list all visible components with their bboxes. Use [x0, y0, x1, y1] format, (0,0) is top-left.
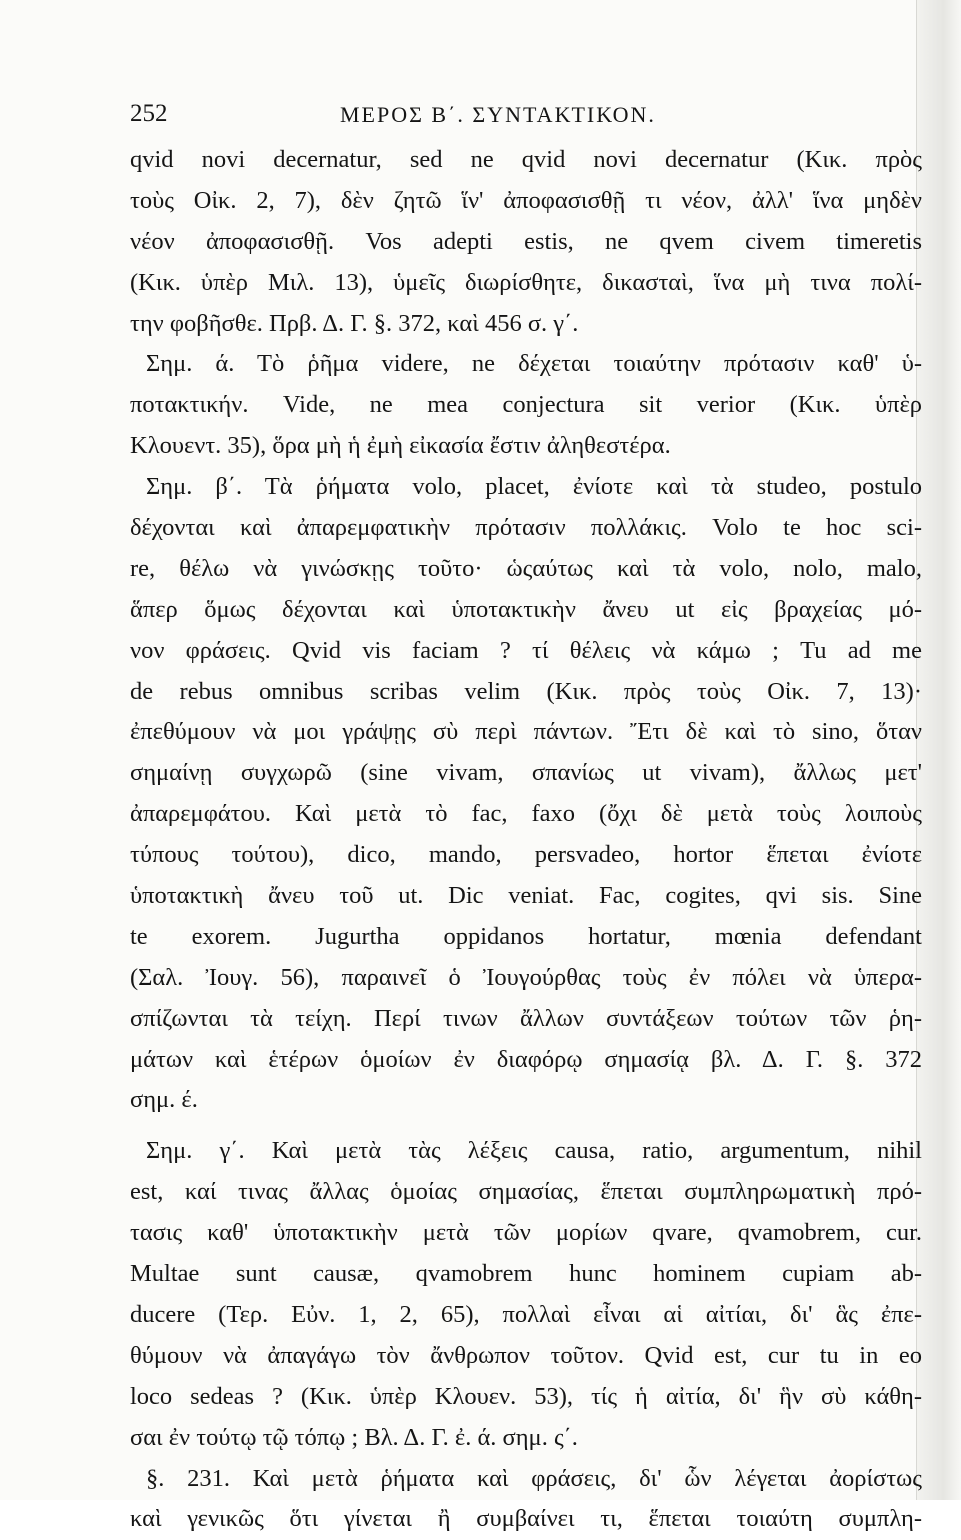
text-line: ὑποτακτικὴ ἄνευ τοῦ ut. Dic veniat. Fac, cogites, qvi sis. Sine: [130, 882, 922, 910]
text-line: Σημ. β΄. Τὰ ῥήματα volo, placet, ἐνίοτε καὶ τὰ studeo, postulo: [146, 473, 922, 501]
text-line: σημαίνῃ συγχωρῶ (sine vivam, σπανίως ut vivam), ἄλλως μετ': [130, 759, 922, 787]
text-line: καὶ γενικῶς ὅτι γίνεται ἢ συμβαίνει τι, ἕπεται τοιαύτη συμπλη-: [130, 1505, 922, 1533]
page-number: 252: [130, 100, 168, 127]
text-line: (Σαλ. Ἰουγ. 56), παραινεῖ ὁ Ἰουγούρθας τοὺς ἐν πόλει νὰ ὑπερα-: [130, 963, 922, 991]
text-line: ποτακτικήν. Vide, ne mea conjectura sit verior (Κικ. ὑπὲρ: [130, 391, 922, 419]
text-line: νέον ἀποφασισθῇ. Vos adepti estis, ne qvem civem timeretis: [130, 227, 922, 255]
text-line: μάτων καὶ ἑτέρων ὁμοίων ἐν διαφόρῳ σημασίᾳ βλ. Δ. Γ. §. 372: [130, 1045, 922, 1073]
text-line: Σημ. ά. Τὸ ῥῆμα videre, ne δέχεται τοιαύτην πρότασιν καθ' ὑ-: [146, 350, 922, 378]
text-line: Κλουεντ. 35), ὅρα μὴ ἡ ἐμὴ εἰκασία ἔστιν ἀληθεστέρα.: [130, 432, 671, 460]
text-line: την φοβῆσθε. Πρβ. Δ. Γ. §. 372, καὶ 456 σ. γ΄.: [130, 309, 579, 337]
text-line: ἅπερ ὅμως δέχονται καὶ ὑποτακτικὴν ἄνευ ut εἰς βραχείας μό-: [130, 595, 922, 623]
text-line: ducere (Τερ. Εὐν. 1, 2, 65), πολλαὶ εἶναι αἱ αἰτίαι, δι' ἃς ἐπε-: [130, 1300, 922, 1328]
body-text: [130, 140, 922, 1540]
text-line: τύπους τούτου), dico, mando, persvadeo, hortor ἕπεται ἐνίοτε: [130, 841, 922, 869]
text-line: σπίζωνται τὰ τείχη. Περί τινων ἄλλων συντάξεων τούτων τῶν ῥη-: [130, 1004, 922, 1032]
text-line: νον φράσεις. Qvid vis faciam ? τί θέλεις νὰ κάμω ; Tu ad me: [130, 636, 922, 664]
text-line: θύμουν νὰ ἀπαγάγω τὸν ἄνθρωπον τοῦτον. Qvid est, cur tu in eo: [130, 1341, 922, 1369]
page-header: [130, 100, 920, 134]
text-line: Σημ. γ΄. Καὶ μετὰ τὰς λέξεις causa, ratio, argumentum, nihil: [146, 1137, 922, 1165]
text-line: (Κικ. ὑπὲρ Μιλ. 13), ὑμεῖς διωρίσθητε, δικασταὶ, ἵνα μὴ τινα πολί-: [130, 268, 922, 296]
text-line: de rebus omnibus scribas velim (Κικ. πρὸς τοὺς Οἰκ. 7, 13)·: [130, 677, 922, 705]
running-title: ΜΕΡΟΣ Β΄. ΣΥΝΤΑΚΤΙΚΟΝ.: [340, 102, 656, 127]
text-line: ἀπαρεμφάτου. Καὶ μετὰ τὸ fac, faxo (ὄχι δὲ μετὰ τοὺς λοιποὺς: [130, 800, 922, 828]
text-line: re, θέλω νὰ γινώσκῃς τοῦτο· ὡςαύτως καὶ τὰ volo, nolo, malo,: [130, 554, 922, 582]
text-line: σαι ἐν τούτῳ τῷ τόπῳ ; Βλ. Δ. Γ. ἐ. ά. σημ. ς΄.: [130, 1423, 578, 1451]
text-line: δέχονται καὶ ἀπαρεμφατικὴν πρότασιν πολλάκις. Volo te hoc sci-: [130, 514, 922, 542]
text-line: qvid novi decernatur, sed ne qvid novi decernatur (Κικ. πρὸς: [130, 146, 922, 173]
page-edge: [916, 0, 961, 1500]
text-line: est, καί τινας ἄλλας ὁμοίας σημασίας, ἕπεται συμπληρωματικὴ πρό-: [130, 1178, 922, 1206]
text-line: te exorem. Jugurtha oppidanos hortatur, mœnia defendant: [130, 922, 922, 950]
text-line: σημ. έ.: [130, 1086, 198, 1114]
text-line: ἐπεθύμουν νὰ μοι γράψῃς σὺ περὶ πάντων. Ἔτι δὲ καὶ τὸ sino, ὅταν: [130, 718, 922, 746]
text-line: Multae sunt causæ, qvamobrem hunc hominem cupiam ab-: [130, 1260, 922, 1288]
text-line: τοὺς Οἰκ. 2, 7), δὲν ζητῶ ἵν' ἀποφασισθῇ τι νέον, ἀλλ' ἵνα μηδὲν: [130, 186, 922, 214]
text-line: §. 231. Καὶ μετὰ ῥήματα καὶ φράσεις, δι' ὧν λέγεται ἀορίστως: [146, 1464, 922, 1492]
text-line: loco sedeas ? (Κικ. ὑπὲρ Κλουεν. 53), τίς ἡ αἰτία, δι' ἣν σὺ κάθη-: [130, 1382, 922, 1410]
text-line: τασις καθ' ὑποτακτικὴν μετὰ τῶν μορίων qvare, qvamobrem, cur.: [130, 1219, 922, 1247]
